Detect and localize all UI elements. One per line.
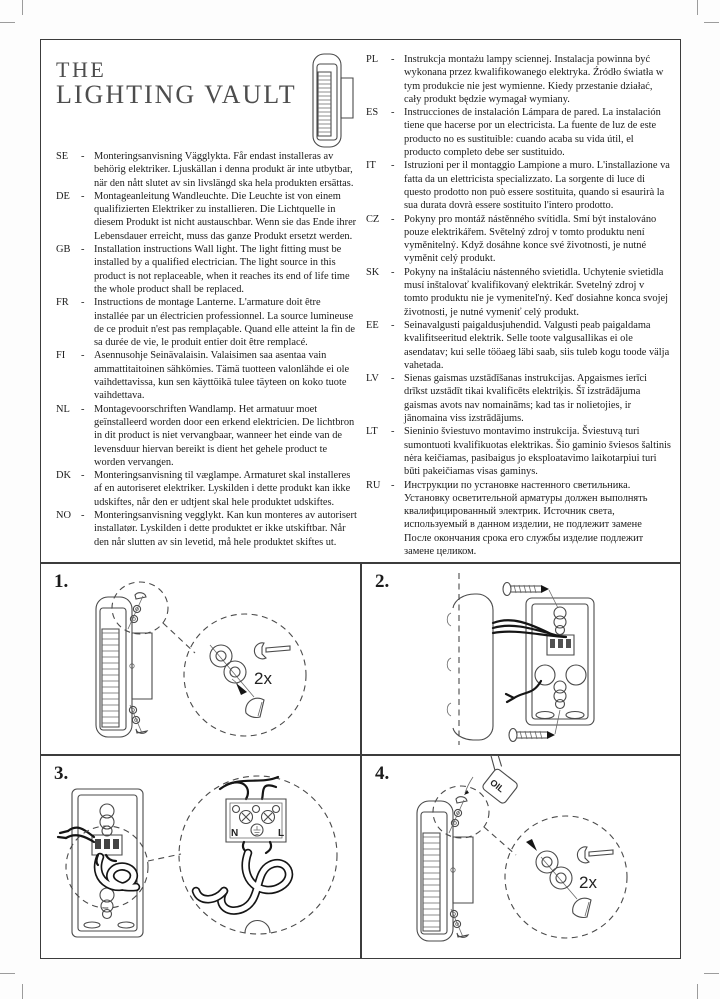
- screw-set-bottom: [450, 909, 468, 937]
- crop-mark-top-right-h: [704, 22, 719, 23]
- detail-zoom-circle: [184, 614, 306, 736]
- crop-mark-top-left-h: [0, 22, 15, 23]
- step-number: 1.: [54, 571, 69, 592]
- cap-piece: [573, 898, 591, 917]
- language-code: SK: [366, 266, 380, 278]
- wrench-icon: [577, 847, 613, 863]
- callout-leader: [163, 623, 195, 653]
- language-code: CZ: [366, 213, 380, 225]
- language-code: LT: [366, 426, 378, 438]
- instruction-entry-nl: NL - Montagevoorschriften Wandlamp. Het armatuur moet geïnstalleerd worden door een erkend elektricien. De lichtbron in dit product is niet vervangbaar, wanneer het einde van de levensduur hiervan bereikt is dient het gehele product te worden vervangen.: [56, 403, 357, 469]
- instruction-text: Montageanleitung Wandleuchte. Die Leuchte ist von einem qualifizierten Elektriker zu installieren. Die Lichtquelle in diesem Produkt ist nicht austauschbar. Wenn sie das Ende ihrer Lebensdauer erreicht, muss das ganze Produkt ersetzt werden.: [94, 190, 357, 242]
- instruction-text: Pokyny pro montáž nástěnného svítidla. Smí být instalováno pouze elektrikářem. Světelný zdroj v tomto produktu není vyměnitelný. Když dosáhne konce své životnosti, je nutné vyměnit celý produkt.: [404, 213, 657, 265]
- backplate-rear-view: [526, 598, 594, 725]
- crop-mark-top-left-v: [22, 0, 23, 15]
- instruction-text: Monteringsanvisning Vägglykta. Får endast installeras av behörig elektriker. Ljuskällan i denna produkt är inte utbytbar, när den nått slutet av sin livslängd ska hela produkten ersättas.: [94, 151, 354, 189]
- instruction-entry-sk: SK - Pokyny na inštaláciu nástenného svietidla. Uchytenie svietidla musí inštalovať kvalifikovaný elektrikár. Svetelný zdroj v tomto produktu nie je vymeniteľný. Keď dosiahne konca svojej životnosti, je nutné vymeniť celý produkt.: [366, 266, 671, 319]
- instruction-entry-it: IT - Istruzioni per il montaggio Lampione a muro. L'installazione va fatta da un elettricista specializzato. La sorgente di luce di questo prodotto non può essere sostituita, quando si esaurirà la sua durata dovrà essere sostituito l'intero prodotto.: [366, 160, 670, 212]
- terminal-label-n: N: [231, 828, 239, 839]
- quantity-label: 2x: [254, 669, 272, 688]
- step-number: 4.: [375, 763, 390, 784]
- instruction-entry-dk: DK - Monteringsanvisning til væglampe. Armaturet skal installeres af en autoriseret elektriker. Lyskilden i dette produkt kan ikke udskiftes, når den er udtjent skal hele produktet udskiftes.: [56, 469, 357, 509]
- instruction-entry-no: NO - Monteringsanvisning vegglykt. Kan kun monteres av autorisert installatør. Lyskilden i dette produktet er ikke utskiftbar. Når den når slutten av sin levetid, må hele produktet skiftes ut.: [56, 510, 357, 548]
- lamp-wall-plate: [341, 78, 353, 118]
- quantity-label: 2x: [579, 873, 597, 892]
- language-code: NO: [56, 510, 72, 522]
- step-panel-2: [361, 563, 680, 754]
- lamp-side-view: [96, 597, 152, 737]
- instruction-entry-lt: LT - Sieninio šviestuvo montavimo instrukcija. Šviestuvą turi sumontuoti kvalifikuotas elektrikas. Šio gaminio šviesos šaltinis nėra keičiamas, pasibaigus jo eksploatavimo laikotarpiui turi būti pakeičiamas visas gaminys.: [366, 426, 671, 478]
- cap-piece: [246, 698, 264, 717]
- terminal-label-l: L: [278, 828, 285, 839]
- terminal-block-zoom: [220, 777, 286, 842]
- language-code: GB: [56, 244, 71, 256]
- brand-line1: THE: [56, 57, 107, 82]
- step-number: 3.: [54, 763, 69, 784]
- keyhole-top: [554, 607, 566, 635]
- crop-mark-bottom-right-v: [697, 984, 698, 999]
- instruction-text: Asennusohje Seinävalaisin. Valaisimen saa asentaa vain ammattitaitoinen sähkömies. Tämä tuotteen valonlähde ei ole vaihdettavissa, kun sen käyttöikä tulee täyteen on koko tuote vaihdettava.: [94, 350, 350, 402]
- language-code: NL: [56, 403, 70, 415]
- instruction-entry-ee: EE - Seinavalgusti paigaldusjuhendid. Valgusti peab paigaldama kvalifitseeritud elektrik. Selle toote valgusallikas ei ole asendatav; kui selle tööaeg läbi saab, siis tuleb kogu toode välja vahetada.: [366, 319, 670, 371]
- language-code: SE: [56, 151, 69, 162]
- instruction-entry-de: DE - Montageanleitung Wandleuchte. Die Leuchte ist von einem qualifizierten Elektriker zu installieren. Die Lichtquelle in diesem Produkt ist nicht austauschbar. Wenn sie das Ende ihrer Lebensdauer erreicht, muss das ganze Produkt ersetzt werden.: [56, 190, 357, 242]
- crop-mark-top-right-v: [697, 0, 698, 15]
- mains-wires: [493, 620, 566, 637]
- instruction-text: Monteringsanvisning vegglykt. Kan kun monteres av autorisert installatør. Lyskilden i dette produktet er ikke utskiftbar. Når den når slutten av sin levetid, må hele produktet skiftes ut.: [94, 510, 357, 548]
- language-code: DK: [56, 470, 72, 482]
- instruction-column-left: [56, 150, 357, 549]
- earth-symbol: [251, 824, 263, 836]
- cable-hole-right: [566, 665, 586, 685]
- language-code: RU: [366, 479, 381, 491]
- screw-set-top: [128, 593, 146, 629]
- crop-mark-bottom-left-h: [0, 973, 15, 974]
- crop-mark-bottom-right-h: [704, 973, 719, 974]
- step3-diagram: [40, 755, 360, 958]
- wire-loop-small: [97, 855, 137, 887]
- instruction-entry-lv: LV - Sienas gaismas uzstādīšanas instrukcijas. Apgaismes ierīci drīkst uzstādīt tikai kvalificēts elektriķis. Šī izstrādājuma gaismas avots nav nomaināms; kad tas ir nolietojies, ir jānomaina viss izstrādājums.: [366, 372, 671, 425]
- language-code: EE: [366, 319, 379, 331]
- instruction-text: Instrukcja montażu lampy sciennej. Instalacja powinna być wykonana przez kwalifikowanego elektryka. Źródło światła w tym produkcie nie jest wymienne. Kiedy przestanie działać, cały produkt będzie wymagał wymiany.: [404, 54, 664, 105]
- instruction-column-right: [366, 53, 671, 558]
- brand-line2: LIGHTING VAULT: [56, 80, 297, 110]
- instruction-text: Pokyny na inštaláciu nástenného svietidla. Uchytenie svietidla musí inštalovať kvalifikovaný elektrikár. Svetelný zdroj v tomto produktu nie je vymeniteľný. Keď dosiahne konca svojej životnosti, je nutné vymeniť celý produkt.: [404, 266, 669, 318]
- lamp-body-outline: [447, 594, 493, 740]
- language-code: PL: [366, 54, 379, 65]
- step-panel-1: [40, 563, 360, 754]
- instruction-entry-fi: FI - Asennusohje Seinävalaisin. Valaisimen saa asentaa vain ammattitaitoinen sähkömies. Tämä tuotteen valonlähde ei ole vaihdettavissa, kun sen käyttöikä tulee täyteen on koko tuote vaihdettava.: [56, 349, 357, 402]
- instruction-entry-se: SE - Monteringsanvisning Vägglykta. Får endast installeras av behörig elektriker. Ljuskällan i denna produkt är inte utbytbar, när den nått slutet av sin livslängd ska hela produkten ersättas.: [56, 150, 357, 190]
- wrench-icon: [254, 643, 290, 659]
- washer-icons: [210, 645, 254, 697]
- language-code: LV: [366, 373, 379, 385]
- instruction-text: Instrucciones de instalación Lámpara de pared. La instalación tiene que hacerse por un electricista. La fuente de luz de este producto no es sustituible: cuando acaba su vida útil, el producto completo debe ser sustituido.: [404, 107, 661, 159]
- instruction-text: Montagevoorschriften Wandlamp. Het armatuur moet geïnstalleerd worden door een erkend elektricien. De lichtbron in dit product is niet vervangbaar, wanneer het einde van de levensduur hiervan bereikt is dient het gehele product te worden vervangen.: [94, 403, 355, 468]
- washer-icons: [536, 851, 577, 899]
- language-code: FI: [56, 350, 66, 362]
- language-code: DE: [56, 190, 70, 202]
- instruction-text: Installation instructions Wall light. The light fitting must be installed by a qualified electrician. The light source in this product is not replaceable, when it reaches its end of life time the whole product shall be replaced.: [94, 244, 350, 295]
- zoom-circle: [179, 776, 337, 934]
- wire-loop-zoom: [196, 842, 289, 911]
- instruction-entry-gb: GB - Installation instructions Wall light. The light fitting must be installed by a qualified electrician. The light source in this product is not replaceable, when it reaches its end of life time the whole product shall be replaced.: [56, 243, 357, 296]
- step4-diagram: [361, 755, 680, 958]
- instruction-entry-cz: CZ - Pokyny pro montáž nástěnného svítidla. Smí být instalováno pouze elektrikářem. Světelný zdroj v tomto produktu není vyměnitelný. Když dosáhne konce své životnosti, je nutné vyměnit celý produkt.: [366, 213, 671, 266]
- cable-hole-left: [535, 665, 555, 685]
- wall-lamp-illustration: [305, 50, 357, 152]
- instruction-text: Инструкции по установке настенного светильника. Установку осветительной арматуры должен выполнять квалифицированный электрик. Источник света, используемый в данном изделии, не подлежит замене После окончания срока его службы изделие подлежит замене целиком.: [404, 479, 648, 557]
- step-panel-3: [40, 755, 360, 958]
- screw-set-top: [449, 797, 467, 833]
- oil-bottle-icon: [464, 755, 526, 805]
- step-panel-4: [361, 755, 680, 958]
- brand-logo: [56, 58, 297, 109]
- bottom-boss: [245, 921, 270, 934]
- lamp-side-view: [417, 801, 473, 941]
- callout-leader: [484, 827, 516, 855]
- oil-label: OIL: [488, 777, 507, 795]
- instruction-text: Sienas gaismas uzstādīšanas instrukcijas. Apgaismes ierīci drīkst uzstādīt tikai kvalificēts elektriķis. Šī izstrādājuma gaismas avots nav nomaināms; kad tas ir nolietojies, ir jānomaina viss izstrādājums.: [404, 373, 647, 425]
- terminal-block-small: [547, 635, 574, 655]
- direction-arrow: [236, 683, 247, 695]
- callout-leader: [148, 854, 181, 861]
- instruction-text: Instructions de montage Lanterne. L'armature doit être installée par un électricien professionnel. La source lumineuse de ce produit n'est pas remplaçable. Quand elle atteint la fin de sa durée de vie, le produit entier doit être remplacé.: [94, 297, 355, 349]
- instruction-entry-fr: FR - Instructions de montage Lanterne. L'armature doit être installée par un électricien professionnel. La source lumineuse de ce produit n'est pas remplaçable. Quand elle atteint la fin de sa durée de vie, le produit entier doit être remplacé.: [56, 296, 357, 349]
- flex-wire: [506, 681, 541, 702]
- language-code: IT: [366, 160, 376, 172]
- instruction-text: Istruzioni per il montaggio Lampione a muro. L'installazione va fatta da un elettricista specializzato. La sorgente di luce di questo prodotto non può essere sostituita, quando si esaurirà la sua durata dovrà essere sostituito l'intero prodotto.: [404, 160, 670, 212]
- step-number: 2.: [375, 571, 390, 592]
- crop-mark-bottom-left-v: [22, 984, 23, 999]
- instruction-text: Seinavalgusti paigaldusjuhendid. Valgusti peab paigaldama kvalifitseeritud elektrik. Selle toote valgusallikas ei ole asendatav; kui selle tööaeg läbi saab, siis tuleb kogu toode välja vahetada.: [404, 319, 670, 371]
- screw-set-bottom: [129, 705, 147, 733]
- direction-arrow: [526, 839, 537, 851]
- instruction-entry-es: ES - Instrucciones de instalación Lámpara de pared. La instalación tiene que hacerse por un electricista. La fuente de luz de este producto no es sustituible: cuando acaba su vida útil, el producto completo debe ser sustituido.: [366, 106, 671, 159]
- mounting-screw-bottom: [509, 710, 560, 742]
- step1-diagram: [40, 563, 360, 754]
- instruction-text: Sieninio šviestuvo montavimo instrukcija. Šviestuvą turi sumontuoti kvalifikuotas elektrikas. Šio gaminio šviesos šaltinis nėra keičiamas, pasibaigus jo eksploatavimo laikotarpiui turi būti pakeičiamas visas gaminys.: [404, 426, 671, 478]
- language-code: FR: [56, 297, 69, 309]
- instruction-entry-pl: PL - Instrukcja montażu lampy sciennej. Instalacja powinna być wykonana przez kwalifikowanego elektryka. Źródło światła w tym produkcie nie jest wymienne. Kiedy przestanie działać, cały produkt będzie wymagał wymiany.: [366, 53, 671, 106]
- backplate-front-view: [72, 789, 143, 937]
- instruction-text: Monteringsanvisning til væglampe. Armaturet skal installeres af en autoriseret elektriker. Lyskilden i dette produkt kan ikke udskiftes, når den er udtjent skal hele produktet udskiftes.: [94, 470, 351, 508]
- step2-diagram: [361, 563, 680, 754]
- language-code: ES: [366, 107, 379, 119]
- instruction-entry-ru: RU - Инструкции по установке настенного светильника. Установку осветительной арматуры должен выполнять квалифицированный электрик. Источник света, используемый в данном изделии, не подлежит замене После окончания срока его службы изделие подлежит замене целиком.: [366, 479, 671, 559]
- keyhole-bottom: [554, 681, 566, 709]
- terminal-block-front: [92, 835, 122, 855]
